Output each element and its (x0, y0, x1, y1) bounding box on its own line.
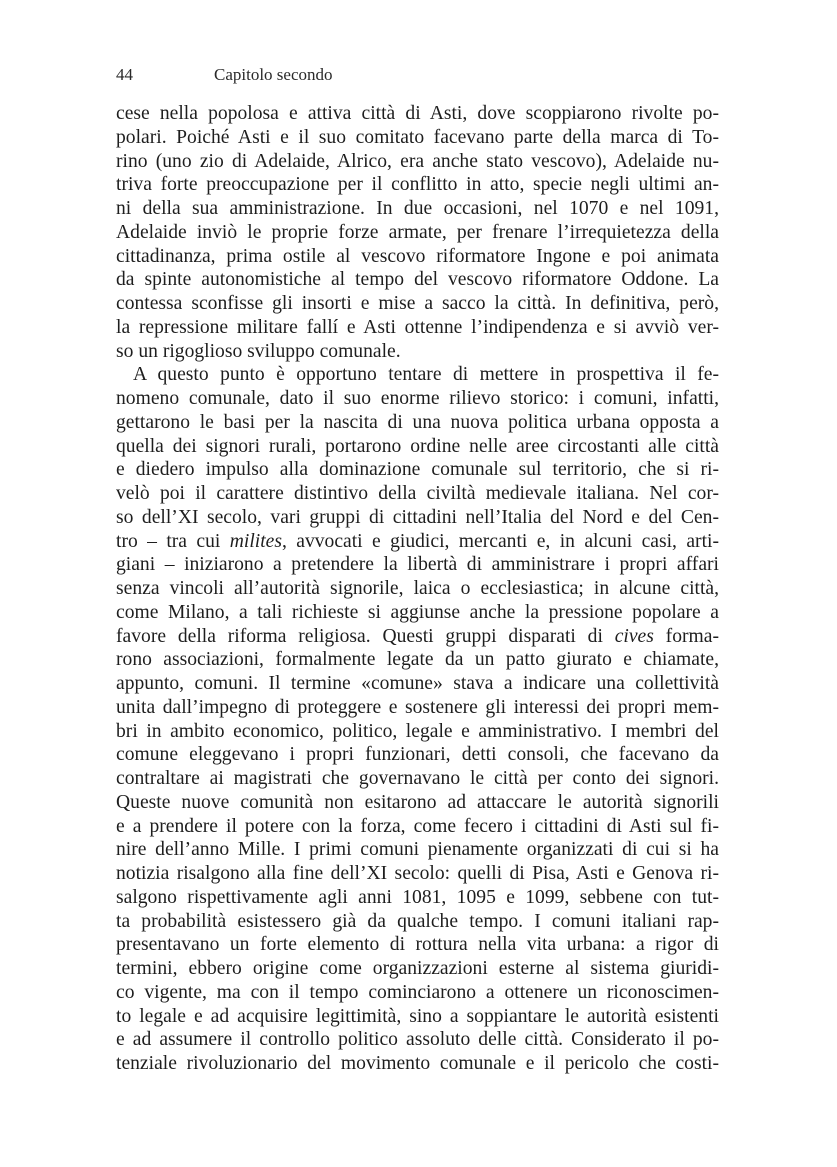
text-line (116, 340, 719, 364)
line-text: senza vincoli all’autorità signorile, laica o ecclesiastica; in alcune città, (116, 578, 719, 599)
line-text: ni della sua amministrazione. In due occasioni, nel 1070 e nel 1091, (116, 198, 719, 219)
line-text: gettarono le basi per la nascita di una nuova politica urbana opposta a (116, 411, 719, 433)
line-text: tenziale rivoluzionario del movimento comunale e il pericolo che costi- (116, 1053, 719, 1074)
line-text: Queste nuove comunità non esitarono ad attaccare le autorità signorili (116, 791, 719, 813)
text-line (116, 173, 719, 197)
line-text: salgono rispettivamente agli anni 1081, 1095 e 1099, sebbene con tut- (116, 886, 719, 908)
text-line (116, 102, 719, 126)
line-text: giani – iniziarono a pretendere la libertà di amministrare i propri affari (116, 554, 719, 576)
text-line (116, 197, 719, 221)
text-line (116, 458, 719, 482)
line-text: A questo punto è opportuno tentare di mettere in prospettiva il fe- (133, 364, 719, 386)
line-text: cittadinanza, prima ostile al vescovo riformatore Ingone e poi animata (116, 245, 719, 267)
text-line (116, 553, 719, 577)
line-text: velò poi il carattere distintivo della civiltà medievale italiana. Nel cor- (116, 483, 719, 504)
line-text: bri in ambito economico, politico, legale e amministrativo. I membri del (116, 720, 719, 742)
text-line (116, 435, 719, 459)
text-line (116, 577, 719, 601)
text-line (116, 672, 719, 696)
italic-term: milites (229, 530, 282, 552)
line-text: so un rigoglioso sviluppo comunale. (116, 340, 401, 362)
text-line (116, 268, 719, 292)
text-line (116, 981, 719, 1005)
line-text: co vigente, ma con il tempo cominciarono a ottenere un riconoscimen- (116, 981, 719, 1003)
text-line (116, 482, 719, 506)
text-line (116, 838, 719, 862)
text-line (116, 150, 719, 174)
line-text: Adelaide inviò le proprie forze armate, per frenare l’irrequietezza della (116, 221, 719, 243)
text-line (116, 387, 719, 411)
text-line (116, 1052, 719, 1076)
body-text (116, 102, 719, 1076)
line-text: to legale e ad acquisire legittimità, sino a soppiantare le autorità esistenti (116, 1005, 719, 1027)
text-line (116, 506, 719, 530)
line-text: quella dei signori rurali, portarono ordine nelle aree circostanti alle città (116, 435, 719, 457)
line-text: presentavano un forte elemento di rottura nella vita urbana: a rigor di (116, 934, 719, 956)
text-line (116, 411, 719, 435)
text-line (116, 245, 719, 269)
line-text: so dell’XI secolo, vari gruppi di cittadini nell’Italia del Nord e del Cen- (116, 506, 719, 528)
line-text: nire dell’anno Mille. I primi comuni pienamente organizzati di cui si ha (116, 839, 719, 861)
line-text: come Milano, a tali richieste si aggiunse anche la pressione popolare a (116, 601, 719, 623)
line-text: ta probabilità esistessero già da qualche tempo. I comuni italiani rap- (116, 910, 719, 932)
line-text: rino (uno zio di Adelaide, Alrico, era anche stato vescovo), Adelaide nu- (116, 150, 719, 172)
text-line (116, 957, 719, 981)
italic-term: cives (614, 625, 654, 647)
text-line (116, 791, 719, 815)
line-text: la repressione militare fallí e Asti ottenne l’indipendenza e si avviò ver- (116, 316, 719, 338)
running-header (116, 65, 333, 85)
line-text-continued: forma- (653, 625, 719, 647)
line-text: e a prendere il potere con la forza, come fecero i cittadini di Asti sul fi- (116, 815, 719, 837)
line-text: unita dall’impegno di proteggere e sostenere gli interessi dei propri mem- (116, 696, 719, 718)
text-line (116, 910, 719, 934)
text-line (116, 530, 719, 554)
text-line (116, 696, 719, 720)
page-number: 44 (116, 65, 133, 84)
text-line (116, 720, 719, 744)
line-text: notizia risalgono alla fine dell’XI secolo: quelli di Pisa, Asti e Genova ri- (116, 863, 719, 884)
line-text: contessa sconfisse gli insorti e mise a sacco la città. In definitiva, però, (116, 293, 719, 314)
line-text: da spinte autonomistiche al tempo del vescovo riformatore Oddone. La (116, 269, 719, 291)
line-text: nomeno comunale, dato il suo enorme rilievo storico: i comuni, infatti, (116, 388, 719, 409)
text-line (116, 601, 719, 625)
line-text: favore della riforma religiosa. Questi gruppi disparati di (116, 625, 615, 647)
text-line (116, 1028, 719, 1052)
text-line (116, 648, 719, 672)
line-text-continued: , avvocati e giudici, mercanti e, in alcuni casi, arti- (281, 530, 719, 552)
text-line (116, 625, 719, 649)
line-text: e diedero impulso alla dominazione comunale sul territorio, che si ri- (116, 459, 719, 481)
line-text: contraltare ai magistrati che governavano le città per conto dei signori. (116, 768, 719, 789)
line-text: termini, ebbero origine come organizzazioni esterne al sistema giuridi- (116, 958, 719, 979)
running-title: Capitolo secondo (214, 65, 333, 84)
line-text: rono associazioni, formalmente legate da un patto giurato e chiamate, (116, 649, 719, 671)
line-text: tro – tra cui (116, 530, 230, 552)
text-line (116, 221, 719, 245)
line-text: polari. Poiché Asti e il suo comitato facevano parte della marca di To- (116, 126, 719, 148)
line-text: cese nella popolosa e attiva città di Asti, dove scoppiarono rivolte po- (116, 103, 719, 124)
text-line (116, 292, 719, 316)
line-text: appunto, comuni. Il termine «comune» stava a indicare una collettività (116, 673, 719, 694)
line-text: comune eleggevano i propri funzionari, detti consoli, che facevano da (116, 744, 719, 766)
text-line (116, 126, 719, 150)
text-line (116, 862, 719, 886)
text-line (116, 886, 719, 910)
line-text: triva forte preoccupazione per il conflitto in atto, specie negli ultimi an- (116, 174, 719, 196)
text-line (116, 316, 719, 340)
text-line (116, 743, 719, 767)
text-line (116, 767, 719, 791)
line-text: e ad assumere il controllo politico assoluto delle città. Considerato il po- (116, 1029, 719, 1051)
text-line (116, 933, 719, 957)
text-line (116, 363, 719, 387)
text-line (116, 1005, 719, 1029)
text-line (116, 815, 719, 839)
